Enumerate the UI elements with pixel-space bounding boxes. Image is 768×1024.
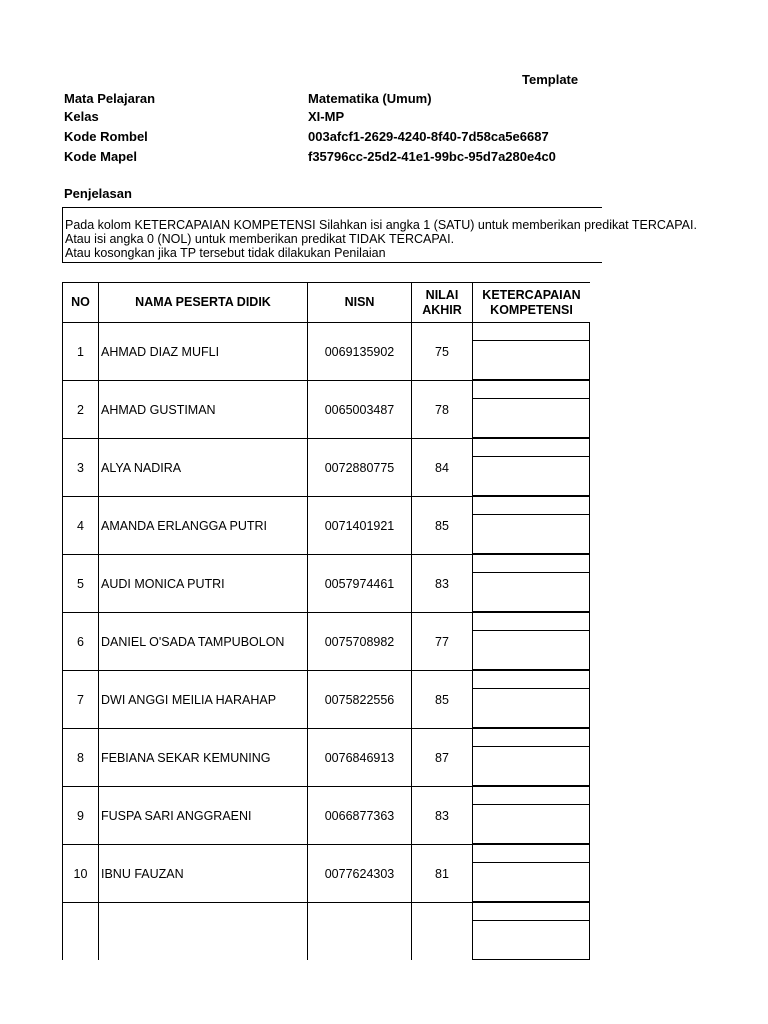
- kompetensi-subcell[interactable]: [472, 554, 590, 573]
- kompetensi-input-cell[interactable]: [472, 514, 590, 554]
- cell-student-name-text: FUSPA SARI ANGGRAENI: [101, 808, 252, 823]
- document-title: Template: [522, 72, 579, 87]
- cell-no-text: 6: [77, 634, 84, 649]
- cell-no-text: 7: [77, 692, 84, 707]
- explanation-line: Pada kolom KETERCAPAIAN KOMPETENSI Silahkan isi angka 1 (SATU) untuk memberikan predikat TERCAPAI.: [65, 218, 697, 232]
- explanation-box: [62, 207, 697, 263]
- cell-nilai-akhir: [411, 844, 472, 902]
- cell-student-name-text: AMANDA ERLANGGA PUTRI: [101, 518, 268, 533]
- cell-no: [62, 728, 98, 786]
- cell-student-name-text: AHMAD GUSTIMAN: [101, 402, 216, 417]
- cell-nisn: [307, 902, 411, 960]
- cell-no: [62, 438, 98, 496]
- cell-no: [62, 496, 98, 554]
- cell-nilai-akhir: [411, 438, 472, 496]
- meta-label: Kode Mapel: [64, 149, 137, 164]
- cell-nisn-text: 0072880775: [324, 460, 395, 475]
- cell-nisn: [307, 728, 411, 786]
- cell-student-name-text: IBNU FAUZAN: [101, 866, 184, 881]
- cell-no: [62, 670, 98, 728]
- kompetensi-subcell[interactable]: [472, 612, 590, 631]
- meta-kelas: [64, 108, 345, 126]
- cell-nisn-text: 0066877363: [324, 808, 395, 823]
- cell-no: [62, 554, 98, 612]
- cell-nilai-akhir: [411, 902, 472, 960]
- kompetensi-input-cell[interactable]: [472, 746, 590, 786]
- explanation-title: Penjelasan: [64, 186, 132, 201]
- meta-value: XI-MP: [308, 109, 345, 124]
- cell-student-name-text: AHMAD DIAZ MUFLI: [101, 344, 220, 359]
- kompetensi-subcell[interactable]: [472, 902, 590, 921]
- cell-no-text: 8: [77, 750, 84, 765]
- cell-no: [62, 322, 98, 380]
- cell-nisn: [307, 786, 411, 844]
- cell-nilai-akhir-text: 85: [435, 692, 449, 707]
- cell-nisn-text: 0075822556: [324, 692, 395, 707]
- header-nilai-akhir: [411, 282, 472, 322]
- cell-nisn: [307, 438, 411, 496]
- cell-nisn: [307, 554, 411, 612]
- header-nisn: [307, 282, 411, 322]
- cell-nisn: [307, 844, 411, 902]
- cell-student-name-text: ALYA NADIRA: [101, 460, 182, 475]
- cell-student-name: [98, 728, 307, 786]
- cell-student-name: [98, 438, 307, 496]
- cell-nisn: [307, 380, 411, 438]
- cell-no-text: 3: [77, 460, 84, 475]
- cell-nisn-text: 0057974461: [324, 576, 395, 591]
- cell-student-name: [98, 612, 307, 670]
- explanation-line: Atau isi angka 0 (NOL) untuk memberikan predikat TIDAK TERCAPAI.: [65, 232, 455, 246]
- header-no-label: NO: [71, 295, 90, 309]
- cell-nilai-akhir: [411, 380, 472, 438]
- kompetensi-subcell[interactable]: [472, 322, 590, 341]
- meta-kode-mapel: [64, 148, 556, 166]
- cell-student-name: [98, 496, 307, 554]
- cell-nisn-text: 0069135902: [324, 344, 395, 359]
- kompetensi-subcell[interactable]: [472, 496, 590, 515]
- kompetensi-input-cell[interactable]: [472, 862, 590, 902]
- meta-value: 003afcf1-2629-4240-8f40-7d58ca5e6687: [308, 129, 549, 144]
- cell-no: [62, 380, 98, 438]
- cell-no-text: 9: [77, 808, 84, 823]
- cell-student-name-text: AUDI MONICA PUTRI: [101, 576, 225, 591]
- meta-value: Matematika (Umum): [308, 91, 432, 106]
- meta-label: Kode Rombel: [64, 129, 148, 144]
- cell-no-text: 1: [77, 344, 84, 359]
- cell-nisn: [307, 496, 411, 554]
- cell-student-name: [98, 380, 307, 438]
- kompetensi-input-cell[interactable]: [472, 572, 590, 612]
- header-no: [62, 282, 98, 322]
- cell-nilai-akhir-text: 77: [435, 634, 449, 649]
- cell-no-text: 10: [73, 866, 88, 881]
- cell-student-name: [98, 554, 307, 612]
- cell-student-name: [98, 902, 307, 960]
- cell-nilai-akhir-text: 87: [435, 750, 449, 765]
- cell-nisn: [307, 322, 411, 380]
- meta-mata-pelajaran: [64, 90, 432, 108]
- cell-nisn: [307, 612, 411, 670]
- cell-nisn-text: 0075708982: [324, 634, 395, 649]
- kompetensi-subcell[interactable]: [472, 728, 590, 747]
- header-name-label: NAMA PESERTA DIDIK: [135, 295, 271, 309]
- header-kompetensi-line2: KOMPETENSI: [490, 302, 573, 317]
- cell-no: [62, 844, 98, 902]
- kompetensi-input-cell[interactable]: [472, 804, 590, 844]
- header-ketercapaian-kompetensi: [472, 282, 590, 322]
- kompetensi-subcell[interactable]: [472, 380, 590, 399]
- cell-nilai-akhir: [411, 670, 472, 728]
- cell-student-name: [98, 670, 307, 728]
- kompetensi-input-cell[interactable]: [472, 398, 590, 438]
- cell-nilai-akhir: [411, 786, 472, 844]
- kompetensi-subcell[interactable]: [472, 670, 590, 689]
- cell-nilai-akhir-text: 84: [435, 460, 449, 475]
- cell-nisn-text: 0071401921: [324, 518, 395, 533]
- explanation-line: Atau kosongkan jika TP tersebut tidak dilakukan Penilaian: [65, 246, 386, 260]
- cell-nilai-akhir-text: 83: [435, 576, 449, 591]
- cell-no: [62, 902, 98, 960]
- cell-student-name-text: DWI ANGGI MEILIA HARAHAP: [101, 692, 277, 707]
- cell-nilai-akhir-text: 85: [435, 518, 449, 533]
- kompetensi-subcell[interactable]: [472, 786, 590, 805]
- cell-no: [62, 786, 98, 844]
- cell-no-text: 2: [77, 402, 84, 417]
- cell-student-name-text: FEBIANA SEKAR KEMUNING: [101, 750, 271, 765]
- cell-nisn: [307, 670, 411, 728]
- cell-nilai-akhir: [411, 322, 472, 380]
- cell-nilai-akhir: [411, 612, 472, 670]
- cell-student-name: [98, 844, 307, 902]
- cell-no: [62, 612, 98, 670]
- cell-nilai-akhir-text: 83: [435, 808, 449, 823]
- cell-student-name: [98, 786, 307, 844]
- kompetensi-input-cell[interactable]: [472, 688, 590, 728]
- cell-nilai-akhir-text: 75: [435, 344, 449, 359]
- cell-nisn-text: 0065003487: [324, 402, 395, 417]
- cell-student-name: [98, 322, 307, 380]
- cell-nisn-text: 0077624303: [324, 866, 395, 881]
- kompetensi-input-cell[interactable]: [472, 920, 590, 960]
- header-nisn-label: NISN: [344, 295, 375, 309]
- cell-nilai-akhir: [411, 728, 472, 786]
- cell-nilai-akhir-text: 78: [435, 402, 449, 417]
- table-bottom-border: [62, 902, 472, 903]
- cell-nilai-akhir: [411, 554, 472, 612]
- header-kompetensi-line1: KETERCAPAIAN: [482, 287, 581, 302]
- cell-nilai-akhir: [411, 496, 472, 554]
- kompetensi-input-cell[interactable]: [472, 630, 590, 670]
- cell-no-text: 4: [77, 518, 84, 533]
- meta-kode-rombel: [64, 128, 549, 146]
- kompetensi-input-cell[interactable]: [472, 456, 590, 496]
- kompetensi-subcell[interactable]: [472, 844, 590, 863]
- header-name: [98, 282, 307, 322]
- header-nilai-line1: NILAI: [425, 287, 459, 302]
- cell-nilai-akhir-text: 81: [435, 866, 449, 881]
- cell-nisn-text: 0076846913: [324, 750, 395, 765]
- cell-student-name-text: DANIEL O'SADA TAMPUBOLON: [101, 634, 285, 649]
- meta-label: Mata Pelajaran: [64, 91, 156, 106]
- kompetensi-subcell[interactable]: [472, 438, 590, 457]
- header-nilai-line2: AKHIR: [422, 302, 462, 317]
- cell-no-text: 5: [77, 576, 84, 591]
- meta-value: f35796cc-25d2-41e1-99bc-95d7a280e4c0: [308, 149, 556, 164]
- kompetensi-input-cell[interactable]: [472, 340, 590, 380]
- meta-label: Kelas: [64, 109, 99, 124]
